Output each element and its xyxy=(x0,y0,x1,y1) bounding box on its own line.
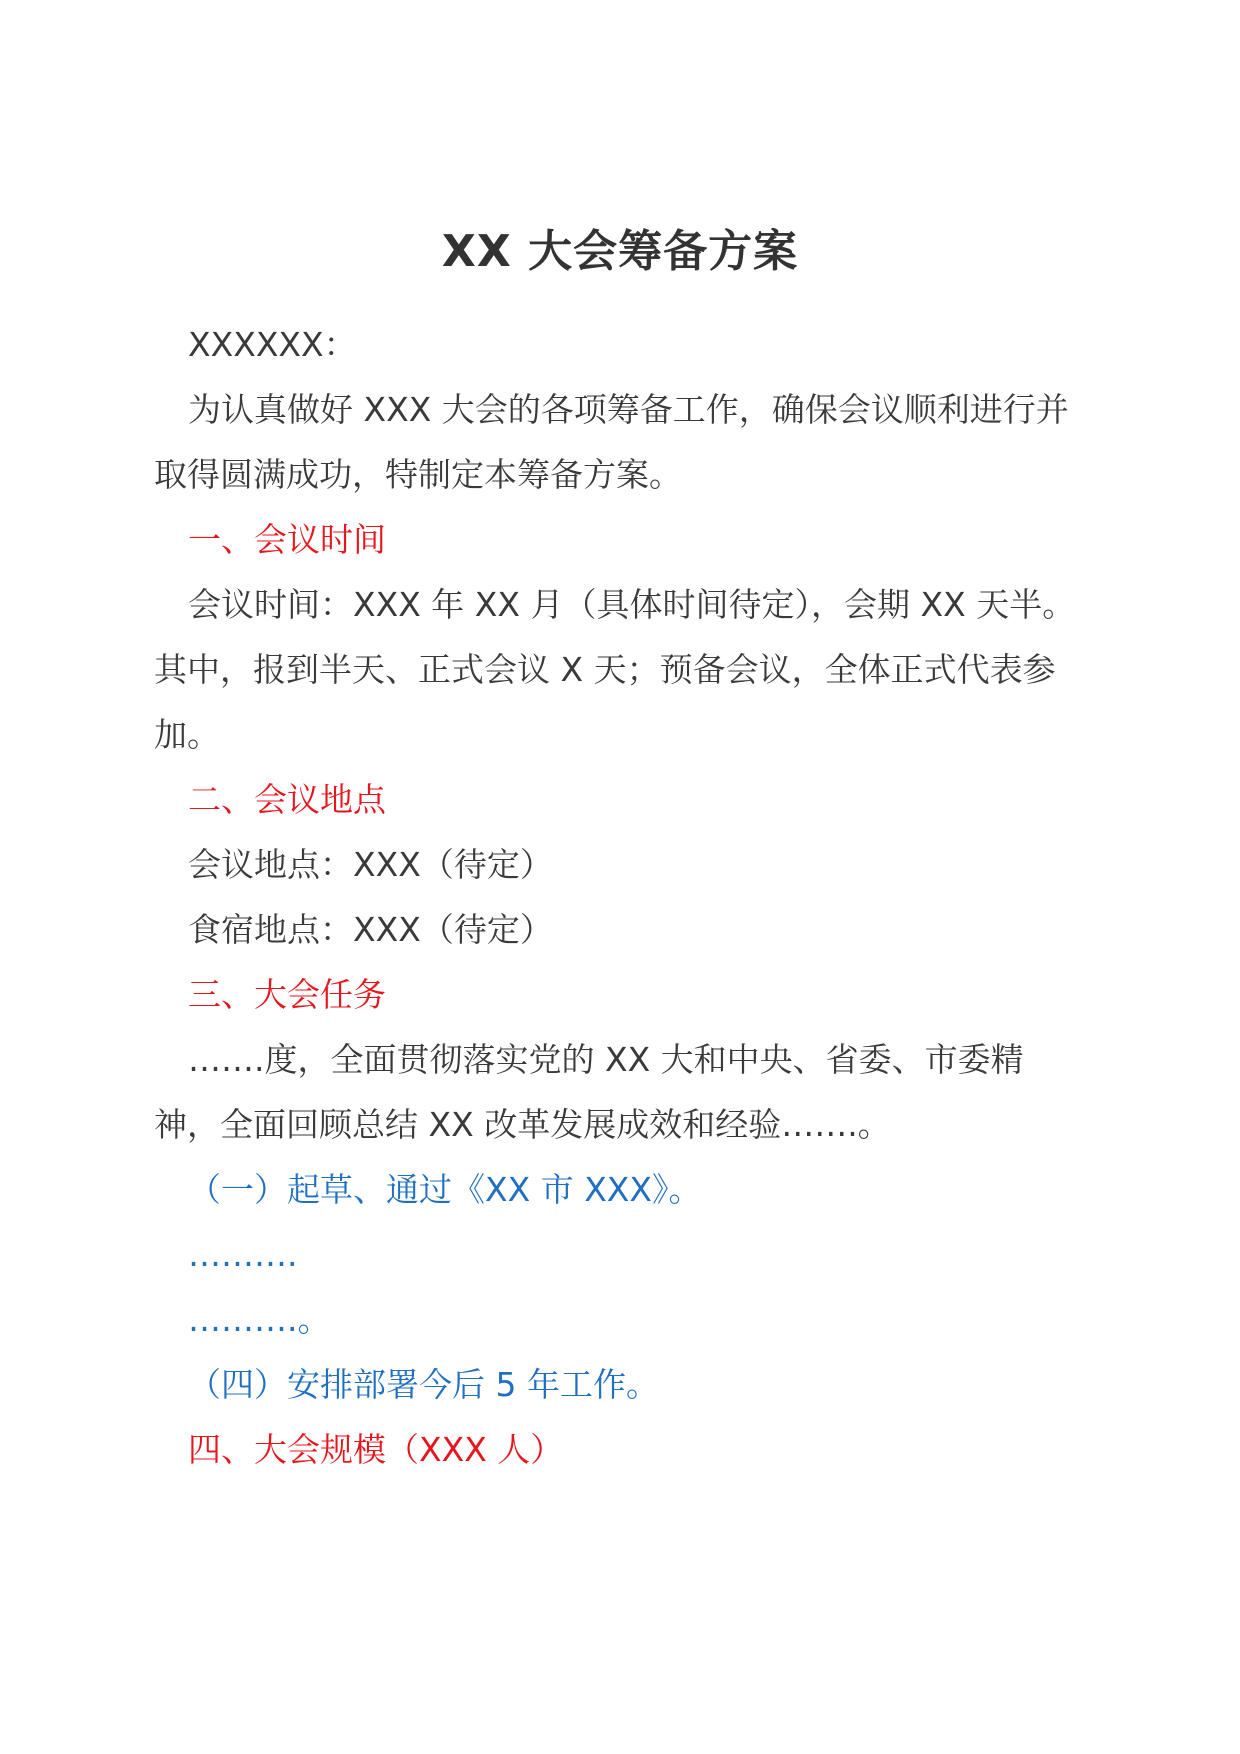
section-heading-location: 二、会议地点 xyxy=(188,780,386,819)
section-heading-scale: 四、大会规模（XXX 人） xyxy=(188,1430,564,1469)
lodging-line: 食宿地点：XXX（待定） xyxy=(188,910,553,949)
task-item-4: （四）安排部署今后 5 年工作。 xyxy=(188,1365,659,1404)
time-paragraph: 会议时间：XXX 年 XX 月（具体时间待定），会期 XX 天半。其中，报到半天、正式会议 X 天；预备会议，全体正式代表参加。 xyxy=(154,585,1076,754)
document-body xyxy=(154,312,1089,1482)
task-ellipsis-1: ………. xyxy=(188,1235,298,1274)
document-title: XX 大会筹备方案 xyxy=(441,226,799,277)
tasks-paragraph: …….度，全面贯彻落实党的 XX 大和中央、省委、市委精神，全面回顾总结 XX 改革发展成效和经验…….。 xyxy=(154,1040,1024,1144)
salutation: XXXXXX： xyxy=(188,325,357,364)
section-heading-tasks: 三、大会任务 xyxy=(188,975,386,1014)
intro-paragraph: 为认真做好 XXX 大会的各项筹备工作，确保会议顺利进行并取得圆满成功，特制定本筹备方案。 xyxy=(154,390,1069,494)
task-item-1: （一）起草、通过《XX 市 XXX》。 xyxy=(188,1170,702,1209)
venue-line: 会议地点：XXX（待定） xyxy=(188,845,553,884)
section-heading-time: 一、会议时间 xyxy=(188,520,386,559)
task-ellipsis-2: ……….。 xyxy=(188,1300,331,1339)
